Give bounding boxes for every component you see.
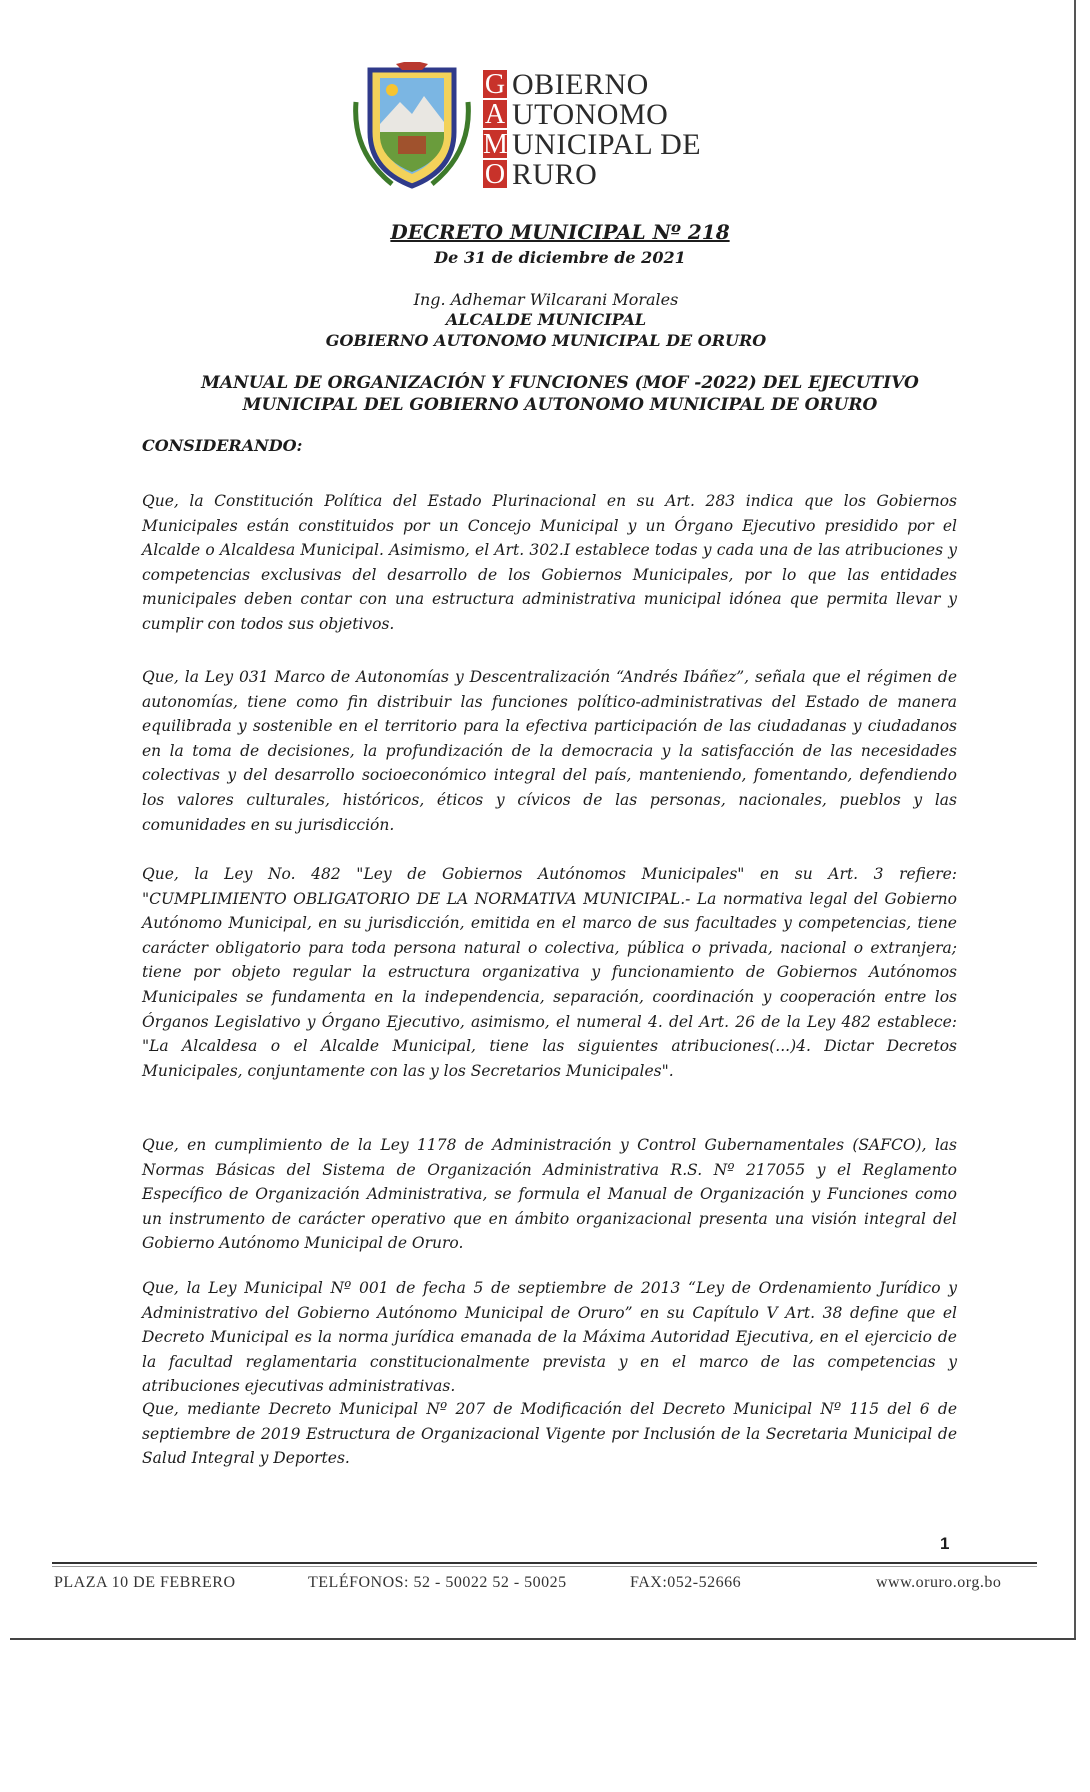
institution-name	[512, 70, 701, 190]
manual-title-line: MUNICIPAL DEL GOBIERNO AUTONOMO MUNICIPAL DE ORURO	[242, 395, 878, 415]
footer-fax: FAX:052-52666	[630, 1574, 742, 1591]
footer-phones: TELÉFONOS: 52 - 50022 52 - 50025	[308, 1574, 567, 1591]
signatory-role: ALCALDE MUNICIPAL	[445, 310, 647, 329]
footer-divider	[52, 1562, 1037, 1564]
body-paragraph: Que, en cumplimiento de la Ley 1178 de Administración y Control Gubernamentales (SAFCO), las Normas Básicas del Sistema de Organización Administrativa R.S. Nº 217055 y el Reglamento Específico de Organización Administrativa, se formula el Manual de Organización y Funciones como un instrumento de carácter operativo que en ámbito organizacional presenta una visión integral del Gobierno Autónomo Municipal de Oruro.	[142, 1136, 957, 1253]
page-edge	[10, 1638, 1076, 1640]
institution-word: OBIERNO	[512, 68, 649, 101]
gamo-letter: O	[484, 159, 506, 190]
body-paragraph: Que, la Ley 031 Marco de Autonomías y Descentralización “Andrés Ibáñez”, señala que el régimen de autonomías, tiene como fin distribuir las funciones político-administrativas del Estado de manera equilibrada y sostenible en el territorio para la efectiva participación de las ciudadanas y ciudadanos en la toma de decisiones, la profundización de la democracia y la satisfacción de las necesidades colectivas y del desarrollo socioeconómico integral del país, manteniendo, fomentando, defendiendo los valores culturales, históricos, éticos y cívicos de las personas, nacionales, pueblos y las comunidades en su jurisdicción.	[142, 668, 957, 834]
body-paragraph: Que, la Ley No. 482 "Ley de Gobiernos Autónomos Municipales" en su Art. 3 refiere: "CUMPLIMIENTO OBLIGATORIO DE LA NORMATIVA MUNICIPAL.- La normativa legal del Gobierno Autónomo Municipal, en su jurisdicción, emitida en el marco de sus facultades y competencias, tiene carácter obligatorio para toda persona natural o colectiva, pública o privada, nacional o extranjera; tiene por objeto regular la estructura organizativa y funcionamiento de Gobiernos Autónomos Municipales se fundamenta en la independencia, separación, coordinación y cooperación entre los Órganos Legislativo y Órgano Ejecutivo, asimismo, el numeral 4. del Art. 26 de la Ley 482 establece: "La Alcaldesa o el Alcalde Municipal, tiene las siguientes atribuciones(...)4. Dictar Decretos Municipales, conjuntamente con las y los Secretarios Municipales".	[142, 865, 957, 1080]
footer-address: PLAZA 10 DE FEBRERO	[54, 1574, 236, 1591]
page-number: 1	[940, 1534, 950, 1553]
gamo-letter: M	[483, 129, 508, 160]
institution-word: UTONOMO	[512, 98, 669, 131]
decree-date: De 31 de diciembre de 2021	[434, 248, 686, 267]
footer-divider	[52, 1566, 1037, 1567]
signatory-name: Ing. Adhemar Wilcarani Morales	[413, 290, 679, 309]
page-edge	[1074, 0, 1076, 1640]
institution-word: RURO	[512, 158, 598, 191]
considerando-heading: CONSIDERANDO:	[142, 436, 303, 455]
institution-word: UNICIPAL DE	[512, 128, 702, 161]
body-paragraph: Que, la Constitución Política del Estado Plurinacional en su Art. 283 indica que los Gobiernos Municipales están constituidos por un Concejo Municipal y un Órgano Ejecutivo presidido por el Alcalde o Alcaldesa Municipal. Asimismo, el Art. 302.I establece todas y cada una de las atribuciones y competencias exclusivas del desarrollo de los Gobiernos Municipales, por lo que las entidades municipales deben contar con una estructura administrativa municipal idónea que permita llevar y cumplir con todos sus objetivos.	[142, 492, 957, 633]
footer-website: www.oruro.org.bo	[876, 1574, 1002, 1591]
manual-title-line: MANUAL DE ORGANIZACIÓN Y FUNCIONES (MOF -2022) DEL EJECUTIVO	[201, 373, 919, 393]
gamo-letter: A	[484, 99, 506, 130]
body-paragraph: Que, mediante Decreto Municipal Nº 207 de Modificación del Decreto Municipal Nº 115 del 6 de septiembre de 2019 Estructura de Organizacional Vigente por Inclusión de la Secretaria Municipal de Salud Integral y Deportes.	[142, 1400, 957, 1468]
gamo-letter: G	[484, 69, 506, 100]
body-paragraph: Que, la Ley Municipal Nº 001 de fecha 5 de septiembre de 2013 “Ley de Ordenamiento Jurídico y Administrativo del Gobierno Autónomo Municipal de Oruro” en su Capítulo V Art. 38 define que el Decreto Municipal es la norma jurídica emanada de la Máxima Autoridad Ejecutiva, en el ejercicio de la facultad reglamentaria constitucionalmente prevista y en el marco de las competencias y atribuciones ejecutivas administrativas.	[142, 1279, 957, 1396]
manual-title	[150, 372, 970, 416]
municipal-crest-icon	[352, 62, 472, 192]
gamo-acronym	[483, 70, 509, 190]
signatory-organization: GOBIERNO AUTONOMO MUNICIPAL DE ORURO	[325, 331, 767, 350]
decree-title: DECRETO MUNICIPAL Nº 218	[390, 220, 730, 244]
letterhead	[352, 62, 752, 202]
